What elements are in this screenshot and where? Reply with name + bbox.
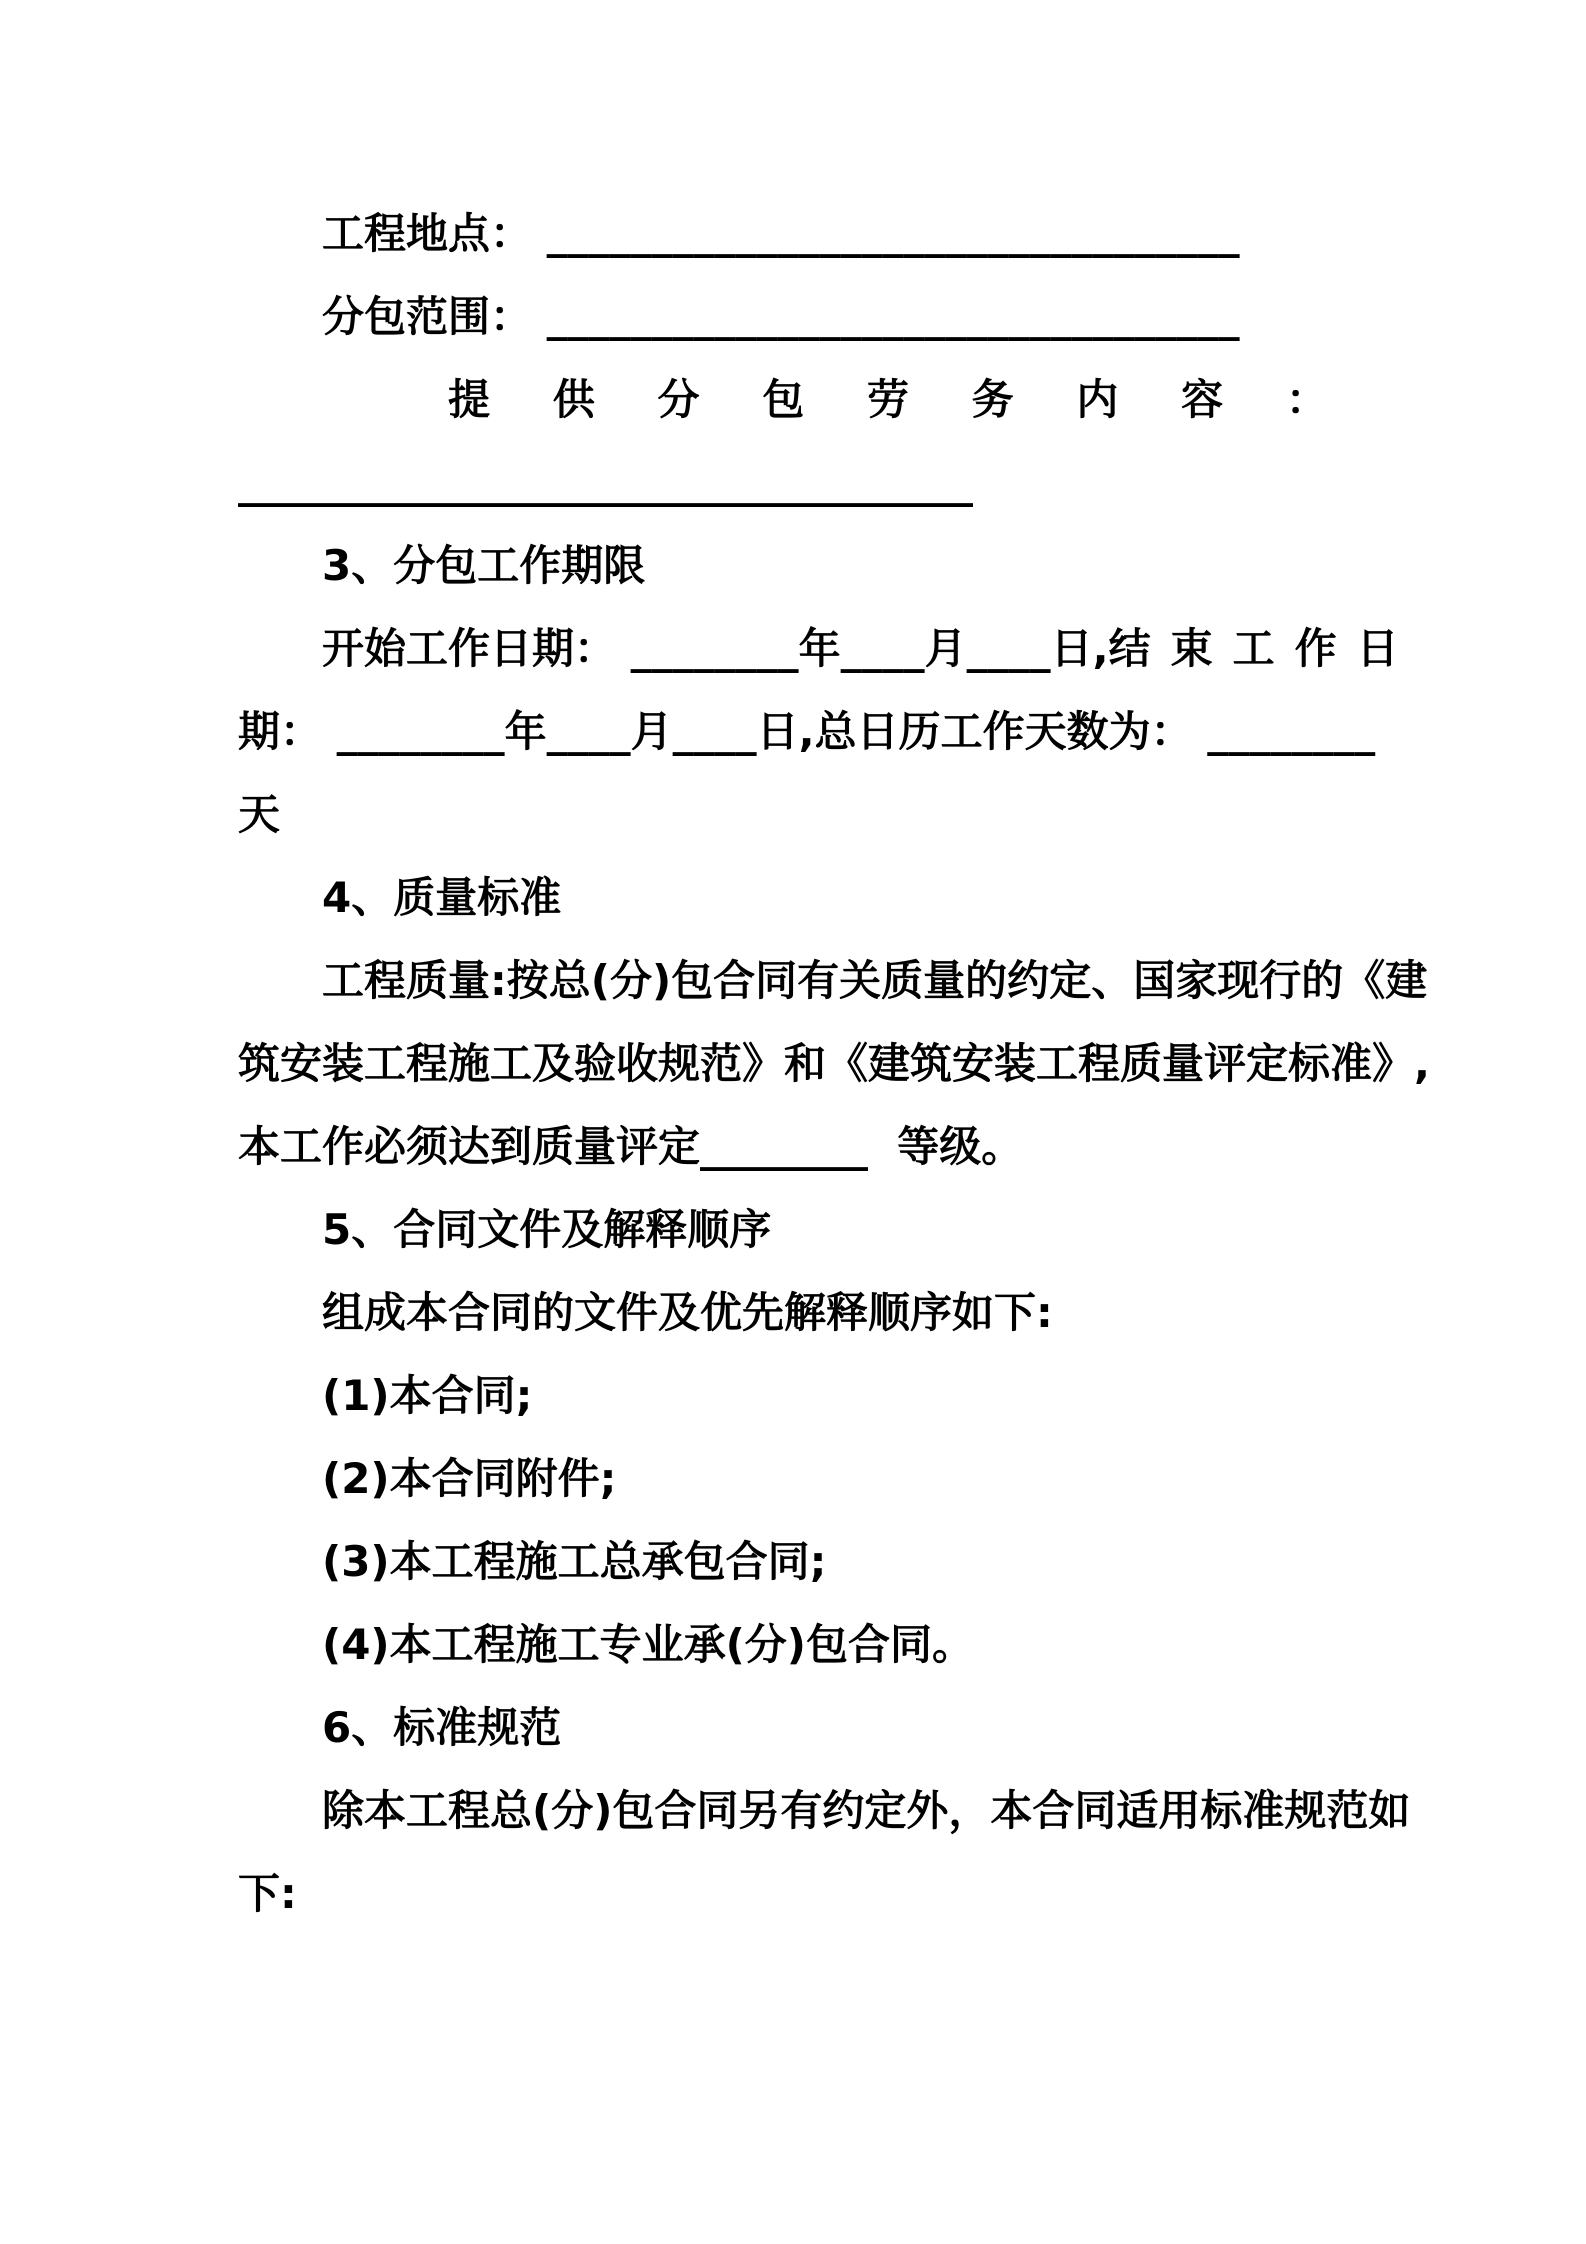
section-6-line-1: 除本工程总(分)包合同另有约定外，本合同适用标准规范如 bbox=[322, 1786, 1411, 1835]
distributed-char: 劳 bbox=[866, 375, 909, 424]
section-5-item-3: (3)本工程施工总承包合同; bbox=[322, 1537, 827, 1586]
section-4-line-3: 本工作必须达到质量评定________ 等级。 bbox=[238, 1122, 1024, 1171]
project-location-label: 工程地点： bbox=[322, 209, 547, 258]
section-6-title: 6、标准规范 bbox=[322, 1703, 562, 1752]
section-5-intro: 组成本合同的文件及优先解释顺序如下: bbox=[322, 1288, 1053, 1337]
section-6-line-2: 下: bbox=[238, 1869, 297, 1918]
section-3-title: 3、分包工作期限 bbox=[322, 541, 646, 590]
distributed-char: 供 bbox=[552, 375, 595, 424]
labor-content-blank: ___________________________________ bbox=[238, 458, 973, 507]
project-location-blank: _________________________________ bbox=[546, 209, 1240, 258]
line-subcontract-scope bbox=[238, 275, 1386, 358]
section-5-item-1: (1)本合同; bbox=[322, 1371, 533, 1420]
section-3-line-3: 天 bbox=[238, 790, 281, 839]
start-date-text: 开始工作日期： ________年____月____日, bbox=[322, 624, 1109, 673]
distributed-char: 包 bbox=[762, 375, 805, 424]
line-labor-content-title bbox=[448, 358, 1328, 441]
section-4-title: 4、质量标准 bbox=[322, 873, 562, 922]
end-date-text: 结束工作日 bbox=[1108, 624, 1419, 673]
section-5-item-2: (2)本合同附件; bbox=[322, 1454, 617, 1503]
section-3-line-2: 期： ________年____月____日,总日历工作天数为： ________ bbox=[238, 707, 1376, 756]
section-5-item-4: (4)本工程施工专业承(分)包合同。 bbox=[322, 1620, 975, 1669]
line-labor-content-blank bbox=[238, 441, 1386, 524]
subcontract-scope-blank: _________________________________ bbox=[546, 292, 1240, 341]
distributed-char: 提 bbox=[448, 375, 491, 424]
distributed-char: 内 bbox=[1076, 375, 1119, 424]
distributed-char: 务 bbox=[971, 375, 1014, 424]
line-project-location bbox=[238, 192, 1386, 275]
distributed-char: ： bbox=[1285, 375, 1328, 424]
subcontract-scope-label: 分包范围： bbox=[322, 292, 547, 341]
section-3-line-1 bbox=[238, 607, 1419, 690]
section-4-line-2: 筑安装工程施工及验收规范》和《建筑安装工程质量评定标准》, bbox=[238, 1039, 1430, 1088]
distributed-char: 容 bbox=[1181, 375, 1224, 424]
section-4-line-1: 工程质量:按总(分)包合同有关质量的约定、国家现行的《建 bbox=[322, 956, 1428, 1005]
distributed-char: 分 bbox=[657, 375, 700, 424]
section-5-title: 5、合同文件及解释顺序 bbox=[322, 1205, 772, 1254]
